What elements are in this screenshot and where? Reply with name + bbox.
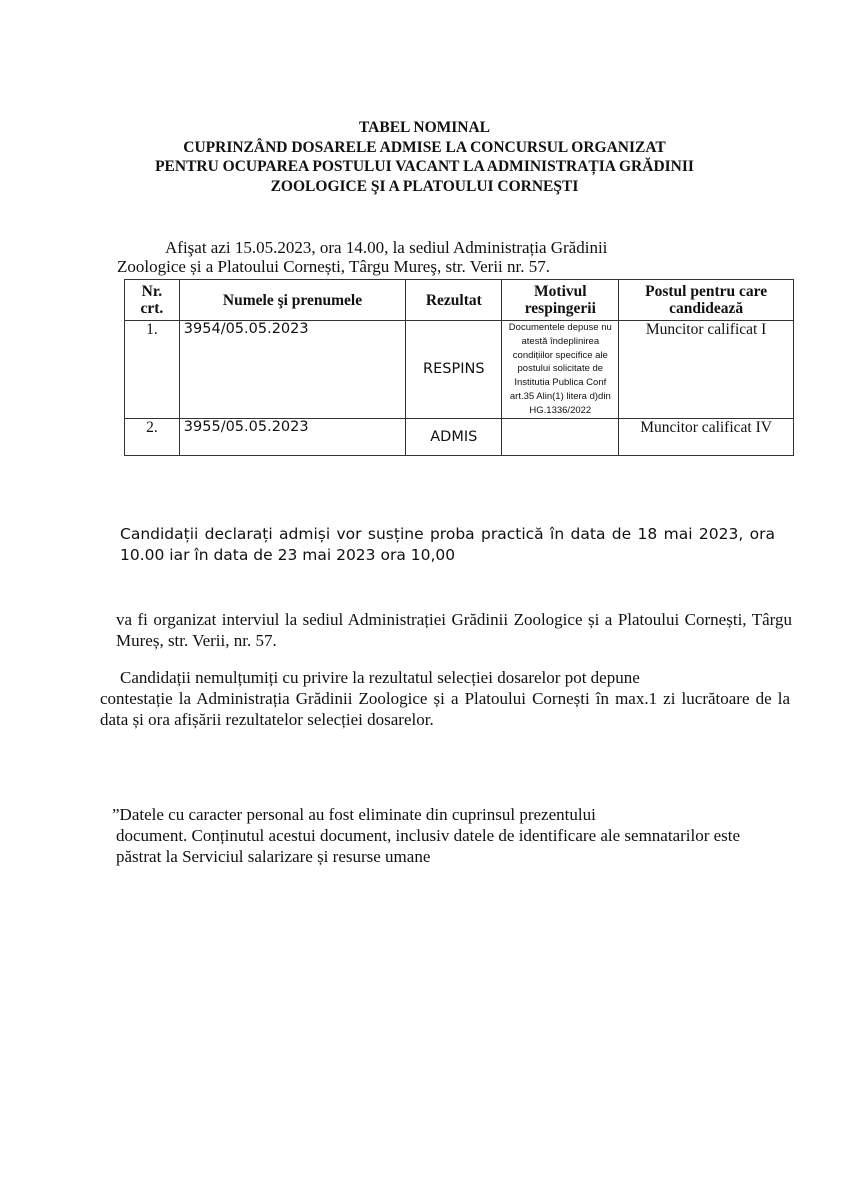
row-reason: Documentele depuse nu atestă îndeplinirea condițiilor specifice ale postului solicitate de Institutia Publica Conf art.35 Alin(1) litera d)din HG.1336/2022 bbox=[502, 321, 619, 419]
title-line-1: TABEL NOMINAL bbox=[358, 119, 491, 136]
posting-notice-line-1: Afişat azi 15.05.2023, ora 14.00, la sediul Administrația Grădinii bbox=[165, 238, 608, 257]
title-line-4: ZOOLOGICE ŞI A PLATOULUI CORNEŞTI bbox=[270, 177, 579, 195]
table-row bbox=[125, 321, 794, 419]
candidates-table bbox=[124, 279, 794, 456]
row-reason bbox=[502, 418, 619, 455]
row-nr: 1. bbox=[125, 321, 180, 419]
privacy-notice bbox=[112, 804, 756, 867]
header-result: Rezultat bbox=[406, 280, 502, 321]
row-nr: 2. bbox=[125, 418, 180, 455]
document-title bbox=[60, 118, 789, 196]
table-header-row bbox=[125, 280, 794, 321]
header-name: Numele şi prenumele bbox=[179, 280, 405, 321]
row-post: Muncitor calificat I bbox=[619, 321, 794, 419]
row-result: ADMIS bbox=[406, 418, 502, 455]
header-post: Postul pentru care candidează bbox=[619, 280, 794, 321]
contest-paragraph bbox=[100, 667, 790, 730]
privacy-notice-first-line: ”Datele cu caracter personal au fost eliminate din cuprinsul prezentului bbox=[112, 805, 596, 824]
contest-paragraph-rest: contestație la Administrația Grădinii Zoologice și a Platoului Cornești în max.1 zi lucrătoare de la data și ora afișării rezultatelor selecției dosarelor. bbox=[100, 689, 790, 729]
interview-paragraph: va fi organizat interviul la sediul Administrației Grădinii Zoologice și a Platoului Cornești, Târgu Mureș, str. Verii, nr. 57. bbox=[116, 610, 792, 650]
header-reason: Motivul respingerii bbox=[502, 280, 619, 321]
header-nr: Nr. crt. bbox=[125, 280, 180, 321]
title-line-2: CUPRINZÂND DOSARELE ADMISE LA CONCURSUL ORGANIZAT bbox=[183, 138, 666, 156]
row-name: 3955/05.05.2023 bbox=[179, 418, 405, 455]
table-row bbox=[125, 418, 794, 455]
posting-notice bbox=[117, 238, 787, 276]
privacy-notice-rest: document. Conținutul acestui document, inclusiv datele de identificare ale semnatarilor este păstrat la Serviciul salarizare și resurse umane bbox=[116, 826, 741, 866]
row-post: Muncitor calificat IV bbox=[619, 418, 794, 455]
practical-exam-paragraph: Candidații declarați admiși vor susține proba practică în data de 18 mai 2023, ora 10.00 iar în data de 23 mai 2023 ora 10,00 bbox=[120, 525, 775, 564]
row-result: RESPINS bbox=[406, 321, 502, 419]
posting-notice-line-2: Zoologice și a Platoului Cornești, Târgu Mureş, str. Verii nr. 57. bbox=[117, 257, 550, 276]
title-line-3: PENTRU OCUPAREA POSTULUI VACANT LA ADMINISTRAȚIA GRĂDINII bbox=[155, 158, 694, 175]
contest-paragraph-first-line: Candidații nemulțumiți cu privire la rezultatul selecției dosarelor pot depune bbox=[120, 668, 640, 687]
row-name: 3954/05.05.2023 bbox=[179, 321, 405, 419]
